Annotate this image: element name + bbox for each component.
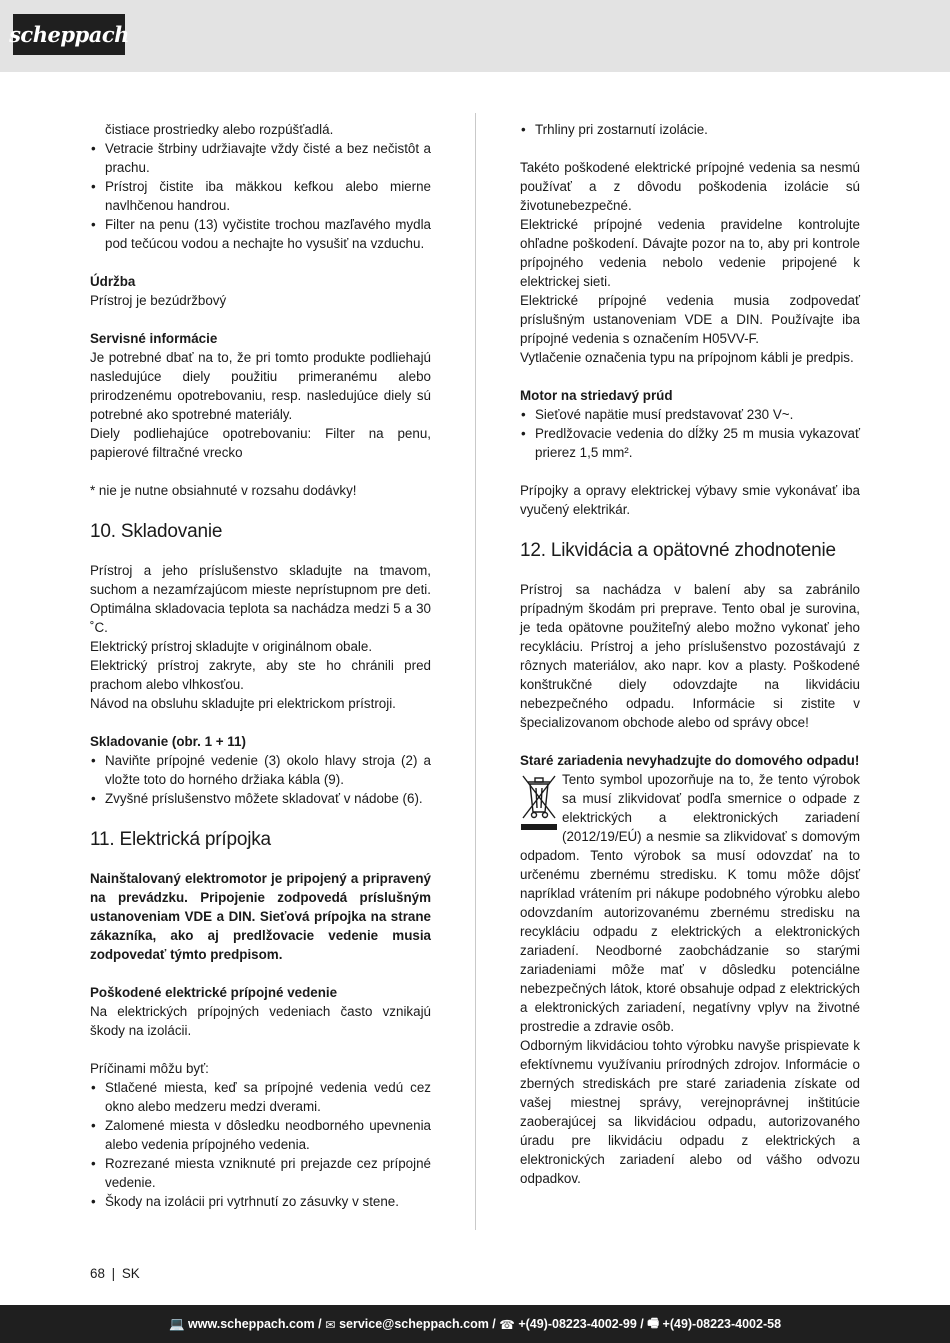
cable-paragraph: Elektrické prípojné vedenia pravidelne kontrolujte ohľadne poškodení. Dávajte pozor na to, aby pri kontrole prípojného vedenia nebolo vedenie pripojené k elektrickej sieti. xyxy=(520,217,860,289)
storage-paragraph: Elektrický prístroj skladujte v originálnom obale. xyxy=(90,639,373,654)
damaged-cable-heading: Poškodené elektrické prípojné vedenie xyxy=(90,985,338,1000)
list-item: • Naviňte prípojné vedenie (3) okolo hlavy stroja (2) a vložte toto do horného držiaka kábla (9). xyxy=(90,751,431,789)
maintenance-text: Prístroj je bezúdržbový xyxy=(90,293,227,308)
maintenance-heading: Údržba xyxy=(90,274,136,289)
old-devices-paragraph: Tento symbol upozorňuje na to, že tento výrobok sa musí zlikvidovať podľa smernice o odpade z elektrických a elektronických zariadení (2012/19/EÚ) a nesmie sa zlikvidovať s domovým odpadom. Tento výrobok sa musí odovzdať na to určenému zbernému stredisku. K tomu môže dôjsť napríklad vrátením pri nákupe podobného výrobku alebo odovzdaním autorizovanému zbernému stredisku na recykláciu odpadu z elektrických a elektronických zariadení. Neodborné zaobchádzanie so starými zariadeniami môže mať v dôsledku potenciálne nebezpečných látok, ktoré obsahuje odpad z elektrických a elektronických zariadení, negatívny vplyv na životné prostredie a zdravie osôb. xyxy=(520,772,860,1034)
causes-intro: Príčinami môžu byť: xyxy=(90,1061,209,1076)
left-column xyxy=(90,120,431,1211)
weee-block xyxy=(520,770,860,1036)
causes-list-continued xyxy=(520,120,860,139)
service-paragraph: Diely podliehajúce opotrebovaniu: Filter na penu, papierové filtračné vrecko xyxy=(90,426,431,460)
list-item: • Trhliny pri zostarnutí izolácie. xyxy=(520,120,860,139)
old-devices-heading: Staré zariadenia nevyhadzujte do domového odpadu! xyxy=(520,753,860,768)
care-continuation: čistiace prostriedky alebo rozpúšťadlá. xyxy=(105,122,334,137)
list-item: • Predlžovacie vedenia do dĺžky 25 m musia vykazovať prierez 1,5 mm². xyxy=(520,424,860,462)
cable-paragraph: Vytlačenie označenia typu na prípojnom kábli je predpis. xyxy=(520,350,854,365)
phone-icon: ☎ xyxy=(499,1317,515,1332)
list-item: • Filter na penu (13) vyčistite trochou mazľavého mydla pod tečúcou vodou a nechajte ho vysušiť na vzduchu. xyxy=(90,215,431,253)
disposal-paragraph: Prístroj sa nachádza v balení aby sa zabránilo prípadným škodám pri preprave. Tento obal je surovina, je teda opätovne použiteľný alebo možno vykonať jeho recykláciu. Prístroj a jeho príslušenstvo pozostávajú z rôznych materiálov, ako napr. kov a plasty. Poškodené konštrukčné diely odovzdajte na likvidáciu nebezpečného odpadu. Informácie si zistite v špecializovanom obchode alebo od správy obce! xyxy=(520,582,860,730)
motor-paragraph: Prípojky a opravy elektrickej výbavy smie vykonávať iba vyučený elektrikár. xyxy=(520,483,860,517)
email-link[interactable]: service@scheppach.com xyxy=(339,1317,489,1331)
page-number-label: 68 | SK xyxy=(90,1266,140,1281)
column-divider xyxy=(475,113,476,1230)
old-devices-paragraph: Odborným likvidáciou tohto výrobku navyše prispievate k efektívnemu využívaniu prírodných zdrojov. Informácie o zberných strediskách pre staré zariadenia získate od vašej miestnej správy, verejnoprávnej inštitúcie zaoberajúcej sa likvidáciou odpadu, autorizovaného úradu pre likvidáciu odpadu z elektrických a elektronických zariadení alebo od vášho odvozu odpadkov. xyxy=(520,1038,860,1186)
service-heading: Servisné informácie xyxy=(90,331,218,346)
list-item: • Rozrezané miesta vzniknuté pri prejazde cez prípojné vedenie. xyxy=(90,1154,431,1192)
fax-icon: 🖷 xyxy=(647,1315,660,1330)
list-item: • Škody na izolácii pri vytrhnutí zo zásuvky v stene. xyxy=(90,1192,431,1211)
care-list xyxy=(90,139,431,253)
damaged-cable-paragraph: Na elektrických prípojných vedeniach často vznikajú škody na izolácii. xyxy=(90,1004,431,1038)
service-paragraph: Je potrebné dbať na to, že pri tomto produkte podliehajú nasledujúce diely použitiu primeranému alebo prirodzenému opotrebovaniu, resp. nasledujúce diely sú potrebné ako spotrebné materiály. xyxy=(90,350,431,422)
phone-number[interactable]: +(49)-08223-4002-99 xyxy=(518,1317,637,1331)
storage-subheading: Skladovanie (obr. 1 + 11) xyxy=(90,734,246,749)
website-link[interactable]: www.scheppach.com xyxy=(188,1317,315,1331)
computer-icon: 💻 xyxy=(168,1316,185,1331)
section-title-storage: 10. Skladovanie xyxy=(90,521,223,542)
page-header xyxy=(0,0,950,72)
scheppach-logo: scheppach xyxy=(13,14,125,55)
list-item: • Prístroj čistite iba mäkkou kefkou alebo mierne navlhčenou handrou. xyxy=(90,177,431,215)
fax-number: +(49)-08223-4002-58 xyxy=(662,1317,782,1331)
causes-list xyxy=(90,1078,431,1211)
footnote: * nie je nutne obsiahnuté v rozsahu dodávky! xyxy=(90,483,357,498)
list-item: • Stlačené miesta, keď sa prípojné vedenia vedú cez okno alebo medzeru medzi dverami. xyxy=(90,1078,431,1116)
section-title-electrical: 11. Elektrická prípojka xyxy=(90,829,271,850)
list-item: • Zalomené miesta v dôsledku neodborného upevnenia alebo vedenia prípojného vedenia. xyxy=(90,1116,431,1154)
page-number: 68 xyxy=(90,1266,105,1281)
language-code: SK xyxy=(121,1266,140,1281)
contact-footer: 💻 www.scheppach.com / ✉ service@scheppach.com / ☎ +(49)-08223-4002-99 / 🖷 +(49)-08223-4002-58 xyxy=(0,1305,950,1343)
list-item: • Vetracie štrbiny udržiavajte vždy čisté a bez nečistôt a prachu. xyxy=(90,139,431,177)
motor-list xyxy=(520,405,860,462)
list-item: • Sieťové napätie musí predstavovať 230 V~. xyxy=(520,405,860,424)
section-title-disposal: 12. Likvidácia a opätovné zhodnotenie xyxy=(520,540,836,561)
motor-heading: Motor na striedavý prúd xyxy=(520,388,673,403)
crossed-bin-icon xyxy=(520,772,558,834)
storage-list xyxy=(90,751,431,808)
storage-paragraph: Návod na obsluhu skladujte pri elektrickom prístroji. xyxy=(90,696,396,711)
cable-paragraph: Takéto poškodené elektrické prípojné vedenia sa nesmú používať a z dôvodu poškodenia izolácie sú životunebezpečné. xyxy=(520,160,860,213)
list-item: • Zvyšné príslušenstvo môžete skladovať v nádobe (6). xyxy=(90,789,431,808)
cable-paragraph: Elektrické prípojné vedenia musia zodpovedať príslušným ustanoveniam VDE a DIN. Používajte iba prípojné vedenia s označením H05VV-F. xyxy=(520,293,860,346)
storage-paragraph: Prístroj a jeho príslušenstvo skladujte na tmavom, suchom a nezamŕzajúcom mieste neprístupnom pre deti. Optimálna skladovacia teplota sa nachádza medzi 5 a 30 ˚C. xyxy=(90,563,431,635)
mail-icon: ✉ xyxy=(325,1317,336,1332)
electrical-bold-paragraph: Nainštalovaný elektromotor je pripojený a pripravený na prevádzku. Pripojenie zodpovedá príslušným ustanoveniam VDE a DIN. Sieťová prípojka na strane zákazníka, ako aj predlžovacie vedenie musia zodpovedať týmto predpisom. xyxy=(90,871,431,962)
right-column xyxy=(520,120,860,1188)
storage-paragraph: Elektrický prístroj zakryte, aby ste ho chránili pred prachom alebo vlhkosťou. xyxy=(90,658,431,692)
